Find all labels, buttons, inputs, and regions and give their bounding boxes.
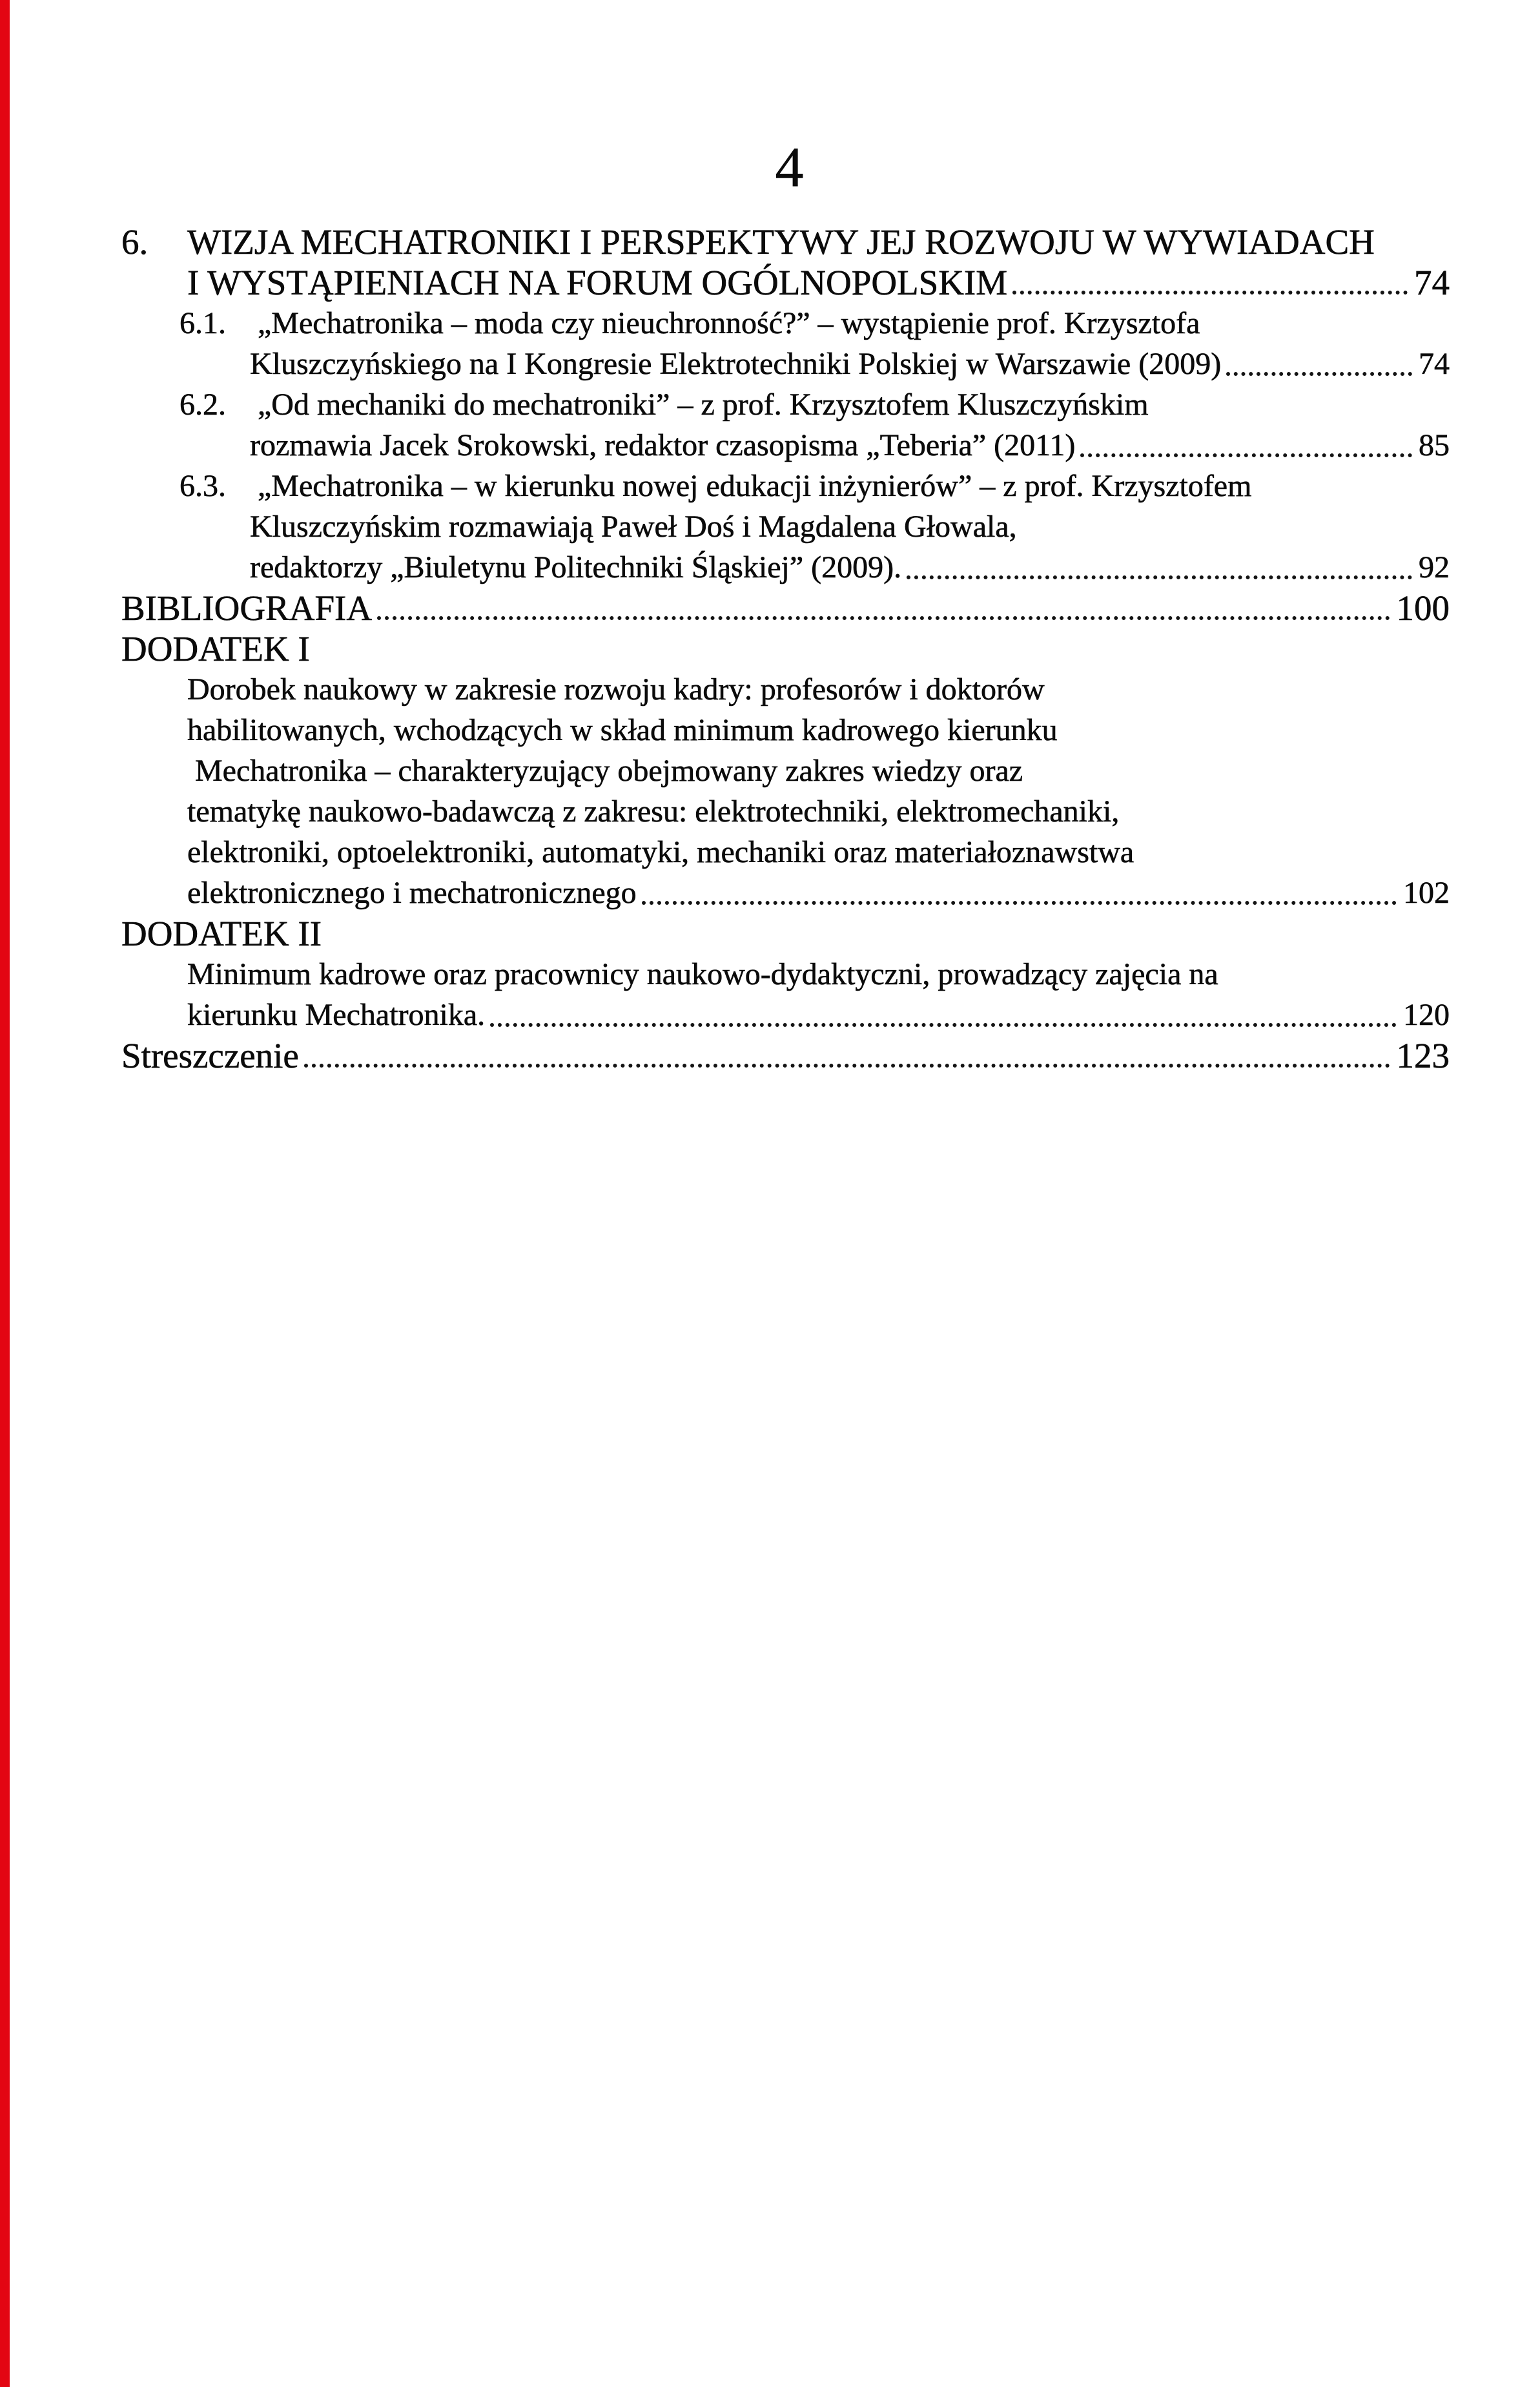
toc-entry-text: DODATEK II <box>121 914 322 953</box>
toc-entry-text: BIBLIOGRAFIA <box>121 588 373 628</box>
toc-entry-text: kierunku Mechatronika. <box>187 998 486 1032</box>
toc-entry-6-line-1 <box>0 222 1540 262</box>
toc-entry-text: DODATEK I <box>121 629 310 668</box>
toc-entry-text: I WYSTĄPIENIACH NA FORUM OGÓLNOPOLSKIM <box>187 263 1008 302</box>
toc-entry-6-1-line-2 <box>0 344 1540 384</box>
toc-entry-number: 6. <box>121 222 149 262</box>
toc-page-number: 123 <box>1396 1036 1450 1075</box>
toc-entry-dodatek-1-line-1 <box>0 669 1540 710</box>
toc-entry-text: habilitowanych, wchodzących w skład minimum kadrowego kierunku <box>187 713 1058 747</box>
toc-entry-number: 6.1. <box>180 306 226 340</box>
toc-entry-text: tematykę naukowo-badawczą z zakresu: elektrotechniki, elektromechaniki, <box>187 794 1120 829</box>
toc-entry-text: elektronicznego i mechatronicznego <box>187 876 637 910</box>
dot-leader <box>1012 291 1408 294</box>
toc-entry-6-3-line-3 <box>0 547 1540 588</box>
toc-entry-text: Streszczenie <box>121 1036 299 1075</box>
toc-entry-dodatek-2-line-2 <box>0 995 1540 1035</box>
toc-entry-text: redaktorzy „Biuletynu Politechniki Śląskiej” (2009). <box>250 550 902 584</box>
toc-entry-text: Minimum kadrowe oraz pracownicy naukowo-dydaktyczni, prowadzący zajęcia na <box>187 957 1218 991</box>
toc-entry-6-3-line-1 <box>0 466 1540 506</box>
toc-entry-6-1-line-1 <box>0 303 1540 344</box>
toc-entry-number: 6.2. <box>180 388 226 422</box>
toc-page-number: 74 <box>1419 347 1450 381</box>
toc-entry-dodatek-1 <box>0 628 1540 669</box>
toc-entry-6-2-line-1 <box>0 384 1540 425</box>
dot-leader <box>1080 453 1412 457</box>
page-number: 4 <box>775 136 804 199</box>
toc-entry-text: WIZJA MECHATRONIKI I PERSPEKTYWY JEJ ROZWOJU W WYWIADACH <box>187 222 1375 262</box>
toc-entry-text: Kluszczyńskiego na I Kongresie Elektrotechniki Polskiej w Warszawie (2009) <box>250 347 1222 381</box>
dot-leader <box>1226 372 1412 376</box>
toc-entry-6-2-line-2 <box>0 425 1540 466</box>
toc-entry-text: Mechatronika – charakteryzujący obejmowany zakres wiedzy oraz <box>195 754 1023 788</box>
toc-entry-text: elektroniki, optoelektroniki, automatyki, mechaniki oraz materiałoznawstwa <box>187 835 1134 869</box>
toc-entry-text: „Mechatronika – w kierunku nowej edukacji inżynierów” – z prof. Krzysztofem <box>258 469 1252 503</box>
toc-entry-bibliografia <box>0 588 1540 628</box>
toc-page-number: 85 <box>1419 428 1450 462</box>
toc-page-number: 120 <box>1403 998 1450 1032</box>
toc-entry-text: „Od mechaniki do mechatroniki” – z prof. Krzysztofem Kluszczyńskim <box>258 388 1149 422</box>
toc-entry-6-line-2 <box>0 262 1540 303</box>
toc-entry-text: „Mechatronika – moda czy nieuchronność?” – wystąpienie prof. Krzysztofa <box>258 306 1200 340</box>
dot-leader <box>377 616 1390 620</box>
dot-leader <box>490 1023 1397 1027</box>
toc-page-number: 74 <box>1414 263 1450 302</box>
toc-entry-text: Dorobek naukowy w zakresie rozwoju kadry: profesorów i doktorów <box>187 672 1045 707</box>
toc-entry-6-3-line-2 <box>0 506 1540 547</box>
dot-leader <box>907 575 1412 579</box>
toc-entry-number: 6.3. <box>180 469 226 503</box>
toc-page-number: 100 <box>1396 588 1450 628</box>
toc-entry-text: rozmawia Jacek Srokowski, redaktor czasopisma „Teberia” (2011) <box>250 428 1076 462</box>
dot-leader <box>304 1064 1390 1068</box>
table-of-contents <box>0 222 1540 1076</box>
toc-entry-text: Kluszczyńskim rozmawiają Paweł Doś i Magdalena Głowala, <box>250 510 1017 544</box>
toc-entry-dodatek-1-line-3 <box>0 750 1540 791</box>
dot-leader <box>642 901 1397 905</box>
toc-entry-dodatek-2-line-1 <box>0 954 1540 995</box>
toc-entry-dodatek-2 <box>0 913 1540 954</box>
toc-entry-dodatek-1-line-4 <box>0 791 1540 832</box>
toc-page-number: 92 <box>1419 550 1450 584</box>
toc-entry-dodatek-1-line-6 <box>0 873 1540 913</box>
scan-edge-bar <box>0 0 10 2387</box>
toc-entry-streszczenie <box>0 1035 1540 1076</box>
toc-page-number: 102 <box>1403 876 1450 910</box>
toc-entry-dodatek-1-line-5 <box>0 832 1540 873</box>
toc-entry-dodatek-1-line-2 <box>0 710 1540 750</box>
